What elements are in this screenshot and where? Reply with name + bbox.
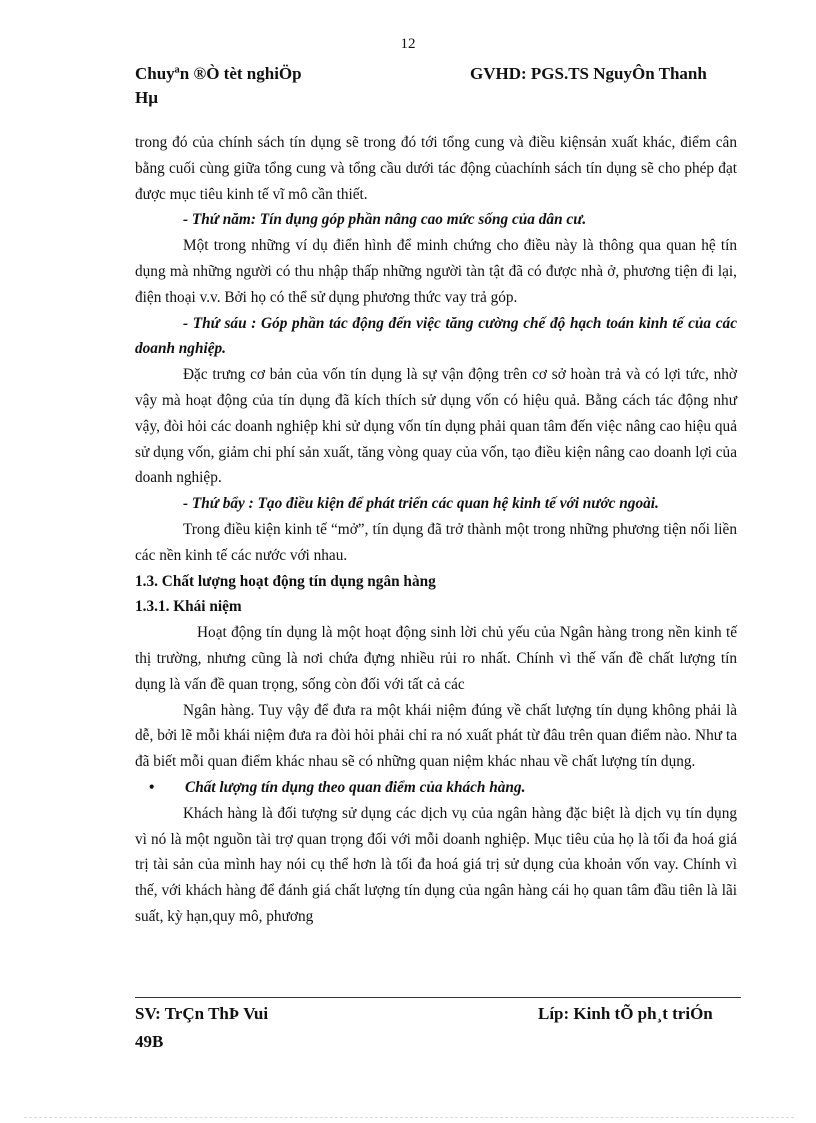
footer-student <box>135 1000 268 1056</box>
paragraph-7: Khách hàng là đối tượng sử dụng các dịch vụ của ngân hàng đặc biệt là dịch vụ tín dụng vì nó là một nguồn tài trợ quan trọng đối với mỗi doanh nghiệp. Mục tiêu của họ là tối đa hoá giá trị tài sản của mình hay nói cụ thể hơn là tối đa hoá giá trị sử dụng của khoản vốn vay. Chính vì thế, với khách hàng để đánh giá chất lượng tín dụng của ngân hàng cái họ quan tâm đầu tiên là lãi suất, kỳ hạn,quy mô, phương <box>135 804 737 925</box>
header-supervisor: GVHD: PGS.TS NguyÔn Thanh <box>470 64 707 83</box>
point-six-heading: - Thứ sáu : Góp phần tác động đến việc tăng cường chế độ hạch toán kinh tế của các doanh nghiệp. <box>135 314 737 358</box>
bullet-dot-icon: • <box>149 778 155 796</box>
bullet-customer-view-text: Chất lượng tín dụng theo quan điểm của khách hàng. <box>185 778 526 796</box>
paragraph-4: Trong điều kiện kinh tế “mở”, tín dụng đã trở thành một trong những phương tiện nối liền các nền kinh tế các nước với nhau. <box>135 520 737 564</box>
document-body <box>135 130 737 930</box>
point-five-heading: - Thứ năm: Tín dụng góp phần nâng cao mức sống của dân cư. <box>183 211 587 229</box>
header-title-line1: Chuyªn ®Ò tèt nghiÖp <box>135 64 302 83</box>
section-heading-1-3-1: 1.3.1. Khái niệm <box>135 598 242 616</box>
paragraph-1: trong đó của chính sách tín dụng sẽ trong đó tới tổng cung và điều kiệnsản xuất khác, điểm cân bằng cuối cùng giữa tổng cung và tổng cầu dưới tác động củachính sách tín dụng sẽ cho phép đạt được mục tiêu kinh tế vĩ mô cần thiết. <box>135 134 737 203</box>
footer-student-name: SV: TrÇn ThÞ Vui <box>135 1004 269 1023</box>
page-number: 12 <box>400 36 416 52</box>
header-thesis-title <box>135 62 375 110</box>
paragraph-6: Ngân hàng. Tuy vậy để đưa ra một khái niệm đúng về chất lượng tín dụng không phải là dễ, bởi lẽ mỗi khái niệm đưa ra đòi hỏi phải chỉ ra nó xuất phát từ đâu trên quan điểm nào. Như ta đã biết mỗi quan điểm khác nhau sẽ có những quan niệm khác nhau về chất lượng tín dụng. <box>135 701 737 771</box>
bullet-customer-view <box>135 775 737 801</box>
paragraph-5: Hoạt động tín dụng là một hoạt động sinh lời chủ yếu của Ngân hàng trong nền kinh tế thị trường, nhưng cũng là nơi chứa đựng nhiều rủi ro nhất. Chính vì thế vấn đề chất lượng tín dụng là vấn đề quan trọng, sống còn đối với tất cả các <box>135 624 737 693</box>
paragraph-2: Một trong những ví dụ điển hình để minh chứng cho điều này là thông qua quan hệ tín dụng mà những người có thu nhập thấp những người tàn tật đã có được nhà ở, phương tiện đi lại, điện thoại v.v. Bởi họ có thể sử dụng phương thức vay trả góp. <box>135 237 737 306</box>
footer-student-class-code: 49B <box>135 1032 164 1051</box>
section-heading-1-3: 1.3. Chất lượng hoạt động tín dụng ngân hàng <box>135 572 436 590</box>
header-title-line2: Hµ <box>135 88 159 107</box>
point-seven-heading: - Thứ bẩy : Tạo điều kiện để phát triển các quan hệ kinh tế với nước ngoài. <box>183 495 659 513</box>
paragraph-3: Đặc trưng cơ bản của vốn tín dụng là sự vận động trên cơ sở hoàn trả và có lợi tức, nhờ vậy mà hoạt động của tín dụng đã kích thích sử dụng vốn có hiệu quả. Bằng cách tác động như vậy, đòi hỏi các doanh nghiệp khi sử dụng vốn tín dụng phải quan tâm đến việc nâng cao hiệu quả sử dụng vốn, giảm chi phí sản xuất, tăng vòng quay của vốn, tạo điều kiện nâng cao doanh lợi của doanh nghiệp. <box>135 366 737 487</box>
footer-class: Líp: Kinh tÕ ph¸t triÓn <box>538 1004 713 1023</box>
footer-divider <box>135 997 741 998</box>
page-bottom-edge <box>24 1117 794 1118</box>
